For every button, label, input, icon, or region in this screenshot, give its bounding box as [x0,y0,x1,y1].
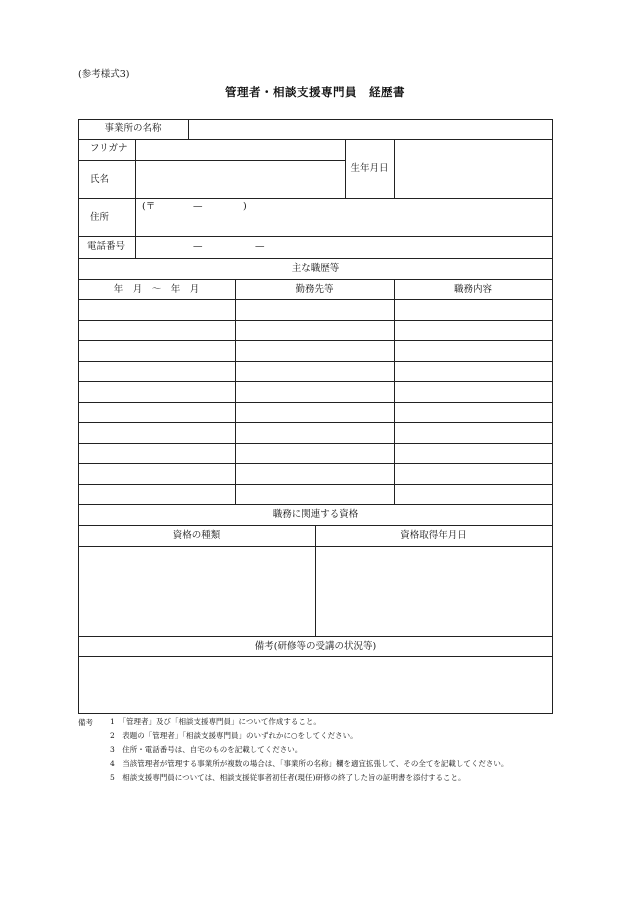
qualification-type-header: 資格の種類 [172,530,221,541]
col-line [394,139,395,198]
col-line [188,119,189,139]
career-period-header: 年 月 ～ 年 月 [113,284,200,295]
office-name-label: 事業所の名称 [104,123,162,134]
note-item: 4 当該管理者が管理する事業所が複数の場合は、「事業所の名称」欄を適宜拡張して、その全てを記載してください。 [110,759,509,768]
phone-dash: — [193,241,203,252]
career-duties-header: 職務内容 [453,284,492,295]
career-employer-header: 勤務先等 [295,284,334,295]
table-border-bottom [78,713,553,714]
page-title: 管理者・相談支援専門員 経歴書 [225,85,405,99]
row-line [78,636,553,637]
note-item: 3 住所・電話番号は、自宅のものを記載してください。 [110,745,303,754]
furigana-label: フリガナ [90,143,128,154]
row-line [78,463,553,464]
note-item: 2 表題の「管理者」「相談支援専門員」のいずれかに○をしてください。 [110,731,358,740]
row-line [78,484,553,485]
qualification-date-header: 資格取得年月日 [400,530,467,541]
phone-dash: — [255,241,265,252]
birthdate-label: 生年月日 [350,163,389,174]
table-border-top [78,119,553,120]
postal-open: (〒 [142,201,156,212]
name-label: 氏名 [90,174,110,185]
remarks-section-heading: 備考(研修等の受講の状況等) [254,641,377,652]
row-line [78,504,553,505]
row-line [78,258,553,259]
row-line [78,381,553,382]
col-line [135,139,136,258]
phone-label: 電話番号 [87,241,126,252]
row-line [78,443,553,444]
row-line [78,402,553,403]
row-line [78,340,553,341]
address-label: 住所 [90,212,110,223]
row-line [78,198,553,199]
row-line [78,320,553,321]
table-border-left [78,119,79,714]
qualifications-section-heading: 職務に関連する資格 [272,509,359,520]
row-line [78,236,553,237]
col-line [235,279,236,504]
row-line [78,299,553,300]
row-line [78,361,553,362]
form-reference: (参考様式3) [78,69,130,80]
career-section-heading: 主な職歴等 [291,263,340,274]
row-line [78,422,553,423]
col-line [394,279,395,504]
table-border-right [552,119,553,714]
row-line [78,279,553,280]
row-line [78,160,346,161]
row-line [78,656,553,657]
note-item: 5 相談支援専門員については、相談支援従事者初任者(現任)研修の終了した旨の証明書を添付すること。 [110,773,466,782]
row-line [78,139,553,140]
postal-close: ) [243,201,247,212]
postal-dash: — [193,201,203,212]
notes-label: 備考 [78,718,93,727]
note-item: 1 「管理者」及び「相談支援専門員」について作成すること。 [110,717,321,726]
